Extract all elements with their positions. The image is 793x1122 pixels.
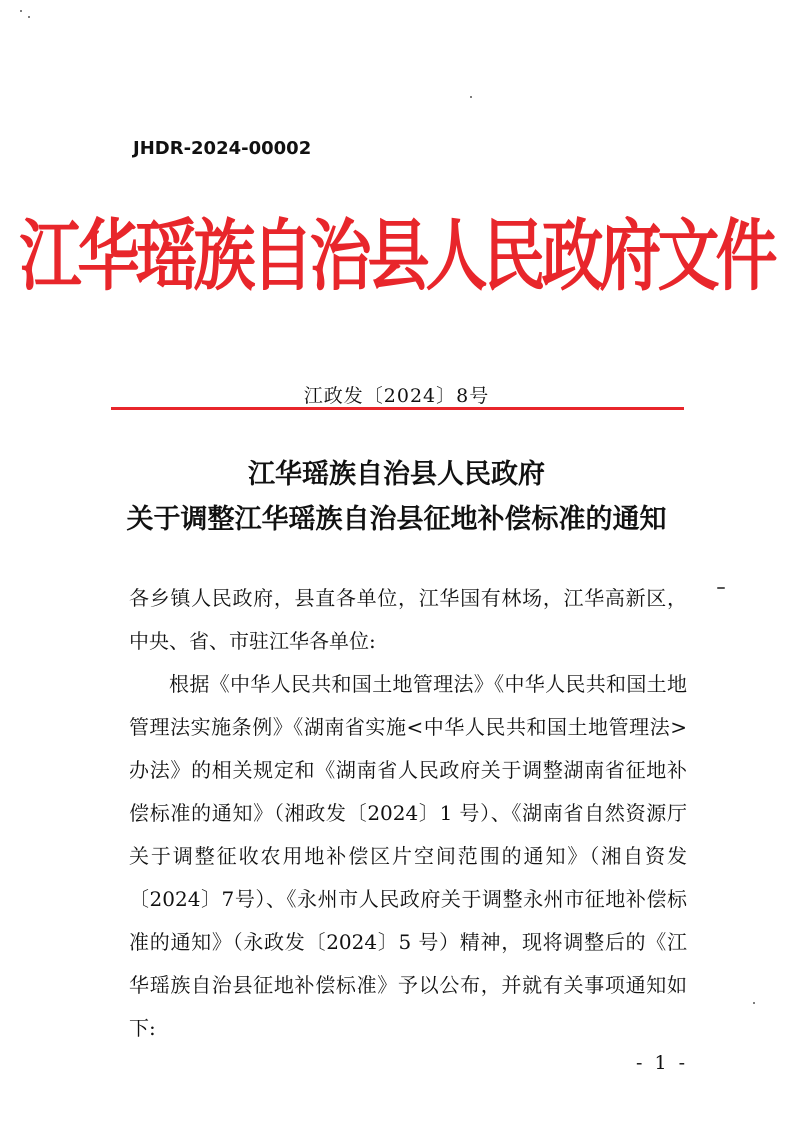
masthead-title: 江华瑶族自治县人民政府文件 <box>19 209 774 301</box>
scan-speck <box>470 96 472 98</box>
document-id: JHDR-2024-00002 <box>133 138 312 159</box>
scan-speck <box>753 1002 755 1004</box>
scan-speck <box>20 10 22 12</box>
notice-title-line-1: 江华瑶族自治县人民政府 <box>248 459 545 490</box>
salutation: 各乡镇人民政府，县直各单位，江华国有林场，江华高新区，中央、省、市驻江华各单位: <box>129 586 687 653</box>
scan-speck <box>28 16 30 18</box>
notice-title-line-2: 关于调整江华瑶族自治县征地补偿标准的通知 <box>126 504 667 535</box>
document-body <box>129 577 687 1050</box>
document-number: 江政发〔2024〕8号 <box>303 385 490 407</box>
red-divider-line <box>111 407 684 410</box>
scan-speck <box>717 587 725 589</box>
body-paragraph: 根据《中华人民共和国土地管理法》《中华人民共和国土地管理法实施条例》《湖南省实施<中华人民共和国土地管理法>办法》的相关规定和《湖南省人民政府关于调整湖南省征地补偿标准的通知》（湘政发〔2024〕1 号）、《湖南省自然资源厅关于调整征收农用地补偿区片空间范围的通知》（湘自资发〔2024〕7号）、《永州市人民政府关于调整永州市征地补偿标准的通知》（永政发〔2024〕5 号）精神，现将调整后的《江华瑶族自治县征地补偿标准》予以公布，并就有关事项通知如下: <box>129 672 687 1040</box>
page-number: - 1 - <box>636 1052 689 1074</box>
